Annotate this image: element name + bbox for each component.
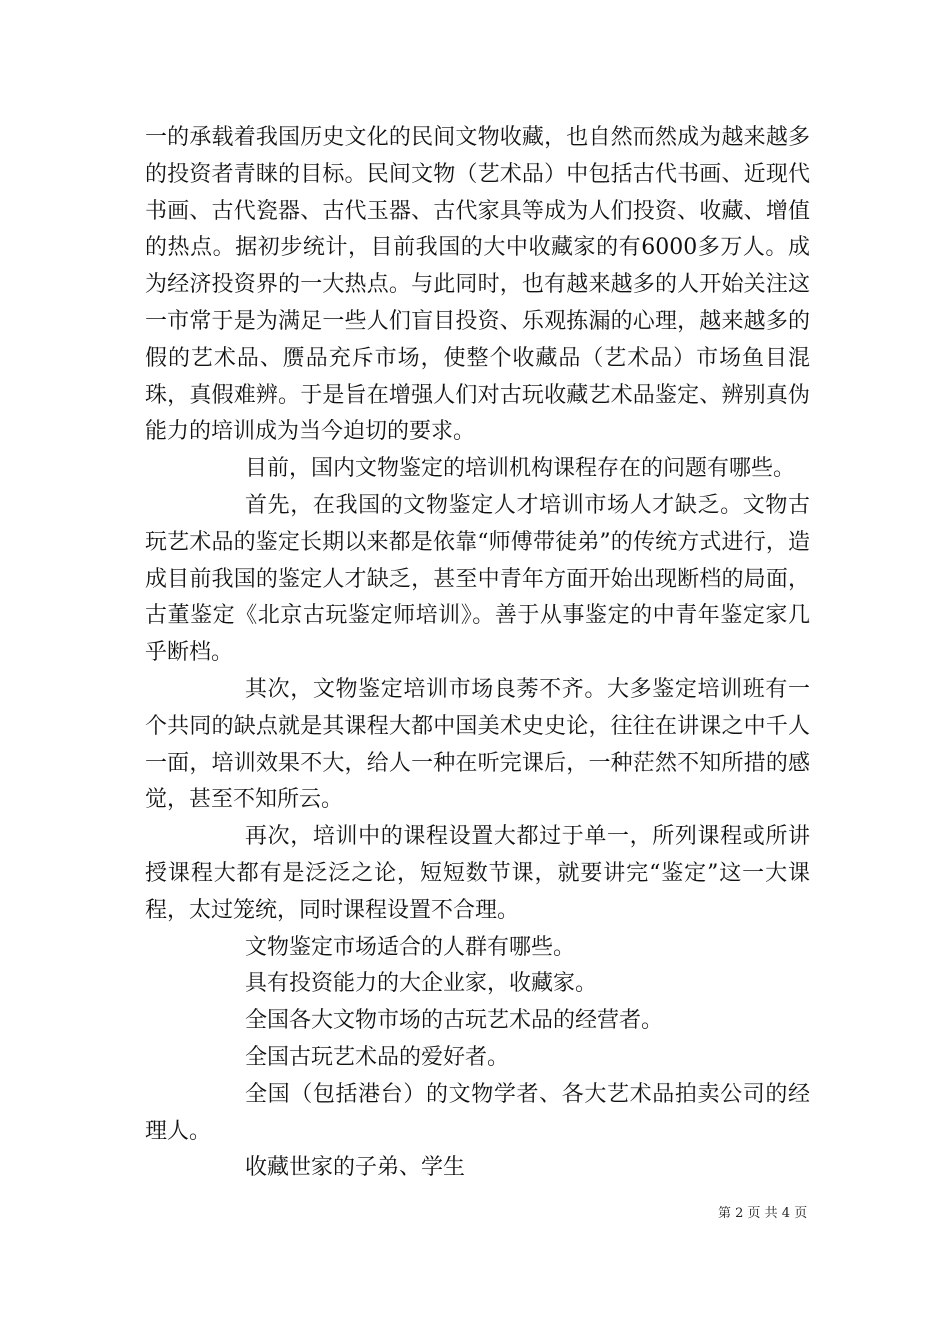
audience-item: 具有投资能力的大企业家，收藏家。 (245, 971, 598, 997)
document-body (145, 120, 810, 1187)
audience-item: 全国（包括港台）的文物学者、各大艺术品拍卖公司的经理人。 (145, 1081, 810, 1144)
page-number: 第 2 页 共 4 页 (718, 1206, 808, 1221)
audience-item: 全国各大文物市场的古玩艺术品的经营者。 (245, 1008, 664, 1034)
paragraph-second: 其次，文物鉴定培训市场良莠不齐。大多鉴定培训班有一个共同的缺点就是其课程大都中国美术史史论，往往在讲课之中千人一面，培训效果不大，给人一种在听完课后，一种茫然不知所措的感觉，甚至不知所云。 (145, 676, 810, 813)
audience-heading: 文物鉴定市场适合的人群有哪些。 (245, 934, 576, 960)
audience-item: 收藏世家的子弟、学生 (245, 1155, 466, 1181)
paragraph-question: 目前，国内文物鉴定的培训机构课程存在的问题有哪些。 (245, 456, 796, 482)
paragraph-intro: 一的承载着我国历史文化的民间文物收藏，也自然而然成为越来越多的投资者青睐的目标。民间文物（艺术品）中包括古代书画、近现代书画、古代瓷器、古代玉器、古代家具等成为人们投资、收藏、增值的热点。据初步统计，目前我国的大中收藏家的有6000多万人。成为经济投资界的一大热点。与此同时，也有越来越多的人开始关注这一市常于是为满足一些人们盲目投资、乐观拣漏的心理，越来越多的假的艺术品、赝品充斥市场，使整个收藏品（艺术品）市场鱼目混珠，真假难辨。于是旨在增强人们对古玩收藏艺术品鉴定、辨别真伪能力的培训成为当今迫切的要求。 (145, 125, 810, 445)
paragraph-first: 首先，在我国的文物鉴定人才培训市场人才缺乏。文物古玩艺术品的鉴定长期以来都是依靠“师傅带徒弟”的传统方式进行，造成目前我国的鉴定人才缺乏，甚至中青年方面开始出现断档的局面，古董鉴定《北京古玩鉴定师培训》。善于从事鉴定的中青年鉴定家几乎断档。 (145, 492, 810, 666)
audience-item: 全国古玩艺术品的爱好者。 (245, 1044, 510, 1070)
paragraph-third: 再次，培训中的课程设置大都过于单一，所列课程或所讲授课程大都有是泛泛之论，短短数节课，就要讲完“鉴定”这一大课程，太过笼统，同时课程设置不合理。 (145, 824, 810, 923)
